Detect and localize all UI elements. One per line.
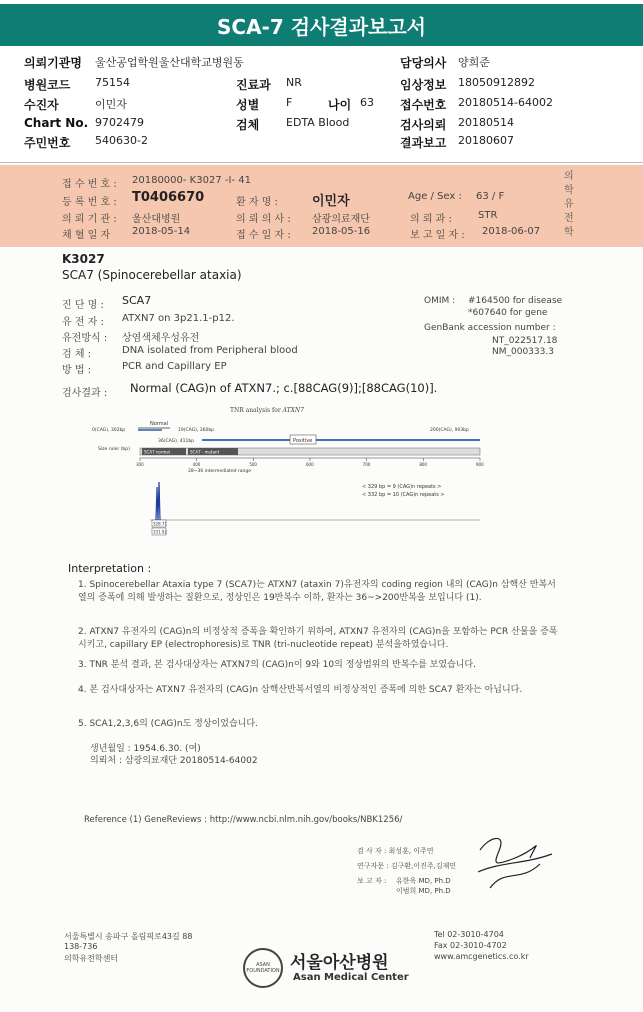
pt-no-label: 등 록 번 호 : xyxy=(62,197,117,208)
result-label: 검사결과 : xyxy=(62,388,108,399)
tick-label: 700 xyxy=(362,462,371,467)
reference: Reference (1) GeneReviews : http://www.ncbi.nlm.nih.gov/books/NBK1256/ xyxy=(84,815,403,825)
scan-inst-value: 울산대병원 xyxy=(132,214,181,225)
gene-label: 유 전 자 : xyxy=(62,317,104,328)
interp-5: 5. SCA1,2,3,6의 (CAG)n도 정상이었습니다. xyxy=(78,719,258,729)
method-value: PCR and Capillary EP xyxy=(122,361,227,372)
request-label: 검사의뢰 xyxy=(400,118,447,132)
reporter-label: 보 고 자 : xyxy=(357,877,387,885)
result-report-value: 20180607 xyxy=(458,134,514,147)
reg-value: 20180000- K3027 -I- 41 xyxy=(132,175,251,186)
inst-value: 울산공업학원울산대학교병원동 xyxy=(95,56,244,69)
marker-36: 36(CAG), 411bp xyxy=(158,439,195,444)
sex-value: F xyxy=(286,96,293,109)
scan-patient-value: 이민자 xyxy=(312,194,350,209)
hosp-code-label: 병원코드 xyxy=(24,78,71,92)
chart-title: TNR analysis for ATXN7 xyxy=(230,407,304,414)
agesex-label: Age / Sex : xyxy=(408,191,462,202)
interp-1: 1. Spinocerebellar Ataxia type 7 (SCA7)는 ATXN7 (ataxin 7)유전자의 coding region 내의 (CAG)n 삼핵산 반복서열의 증폭에 의해 발생하는 질환으로, 정상인은 19반복수 이하, 환자는 36~>200반복을 보입니다 (1). xyxy=(78,580,556,603)
gene-value: ATXN7 on 3p21.1-p12. xyxy=(122,313,235,324)
sca7-mutant-label: SCA7 - mutant xyxy=(190,449,220,455)
scan-dept-label: 의 뢰 과 : xyxy=(410,214,452,225)
marker-19: 19(CAG), 360bp xyxy=(178,428,215,433)
tester: 검 사 자 : 최성훈, 이주연 xyxy=(357,847,434,855)
dx-label: 진 단 명 : xyxy=(62,300,104,311)
intermediate-label: 28~36 intermediated range xyxy=(188,469,251,474)
interp-2: 2. ATXN7 유전자의 (CAG)n의 비정상적 증폭을 확인하기 위하여, ATXN7 유전자의 (CAG)n을 포함하는 PCR 산물을 증폭시키고, capillary EP (electrophoresis)로 TNR (tri-nucleotide repeat) 분석을하였습니다. xyxy=(78,627,558,650)
researcher: 연구자문 : 김구환,이진주,김재민 xyxy=(357,862,457,870)
side-char: 학 xyxy=(564,185,574,196)
tick-label: 500 xyxy=(249,462,257,467)
fax: Fax 02-3010-4702 xyxy=(434,941,507,950)
side-label xyxy=(564,170,576,240)
specimen-label: 검체 xyxy=(236,118,260,132)
side-char: 유 xyxy=(564,199,574,210)
tick-label: 400 xyxy=(192,462,201,467)
interp-3: 3. TNR 분석 결과, 본 검사대상자는 ATXN7의 (CAG)n이 9와 10의 정상범위의 반복수를 보였습니다. xyxy=(78,660,476,670)
side-char: 의 xyxy=(564,171,574,182)
addr-2: 138-736 xyxy=(64,942,98,951)
asan-logo-icon xyxy=(243,948,283,988)
report-title: SCA-7 검사결과보고서 xyxy=(0,4,643,46)
report-date-value: 2018-06-07 xyxy=(482,226,541,237)
dx-value: SCA7 xyxy=(122,294,152,307)
hosp-code-value: 75154 xyxy=(95,76,130,89)
inherit-label: 유전방식 : xyxy=(62,333,108,344)
inst-label: 의뢰기관명 xyxy=(24,56,82,70)
legend-9: < 329 bp = 9 (CAG)n repeats > xyxy=(362,484,442,490)
tick-label: 300 xyxy=(136,462,144,467)
age-label: 나이 xyxy=(328,98,352,112)
chart-no-label: Chart No. xyxy=(24,116,89,130)
report-date-label: 보 고 일 자 : xyxy=(410,230,465,241)
specimen2-label: 검 체 : xyxy=(62,349,92,360)
doctor-value: 양희준 xyxy=(458,56,490,69)
request-value: 20180514 xyxy=(458,116,514,129)
omim-disease: #164500 for disease xyxy=(468,296,563,306)
requester-label: 의 뢰 의 사 : xyxy=(236,214,291,225)
peak-label-1: 328.71 xyxy=(153,521,167,527)
signature xyxy=(470,828,560,898)
chart-normal-label: Normal xyxy=(150,421,169,427)
specimen2-value: DNA isolated from Peripheral blood xyxy=(122,345,298,356)
inherit-value: 상염색체우성유전 xyxy=(122,333,200,344)
patient-value: 이민자 xyxy=(95,98,127,111)
clinical-value: 18050912892 xyxy=(458,76,535,89)
reg-label: 접 수 번 호 : xyxy=(62,179,117,190)
receive-value: 2018-05-16 xyxy=(312,226,371,237)
scan-inst-label: 의 뢰 기 관 : xyxy=(62,214,117,225)
requester-value: 삼광의료재단 xyxy=(312,214,370,225)
legend-10: < 332 bp = 10 (CAG)n repeats > xyxy=(362,492,445,498)
clinical-label: 임상정보 xyxy=(400,78,447,92)
reporter-2: 이범희 MD, Ph.D xyxy=(396,887,451,895)
addr-1: 서울특별시 송파구 올림픽로43길 88 xyxy=(64,932,193,941)
rrn-label: 주민번호 xyxy=(24,136,71,150)
tick-group xyxy=(136,458,484,467)
addr-3: 의학유전학센터 xyxy=(64,954,119,963)
dept-value: NR xyxy=(286,76,302,89)
method-label: 방 법 : xyxy=(62,365,92,376)
omim-gene: *607640 for gene xyxy=(468,308,548,318)
req-line: 의뢰처 : 삼광의료재단 20180514-64002 xyxy=(90,756,258,766)
receive-label: 접 수 일 자 : xyxy=(236,230,291,241)
peak-label-2: 331.92 xyxy=(153,529,167,535)
genbank-2: NM_000333.3 xyxy=(492,347,554,357)
genbank-label: GenBank accession number : xyxy=(424,323,556,333)
collect-value: 2018-05-14 xyxy=(132,226,191,237)
size-ruler-label: Size ruler (bp) xyxy=(98,447,130,452)
result-report-label: 결과보고 xyxy=(400,136,447,150)
pt-no-value: T0406670 xyxy=(132,190,205,205)
reporter-1: 유한욱 MD, Ph.D xyxy=(396,877,451,885)
sca7-normal-label: SCA7 normal xyxy=(144,449,170,455)
scan-patient-label: 환 자 명 : xyxy=(236,197,278,208)
patient-label: 수진자 xyxy=(24,98,59,112)
result-value: Normal (CAG)n of ATXN7.; c.[88CAG(9)];[88CAG(10)]. xyxy=(130,381,438,395)
rrn-value: 540630-2 xyxy=(95,134,148,147)
header-divider xyxy=(0,162,643,163)
omim-label: OMIM : xyxy=(424,296,456,306)
website: www.amcgenetics.co.kr xyxy=(434,952,529,961)
tick-label: 900 xyxy=(476,462,484,467)
interp-4: 4. 본 검사대상자는 ATXN7 유전자의 (CAG)n 삼핵산반복서열의 비정상적인 증폭에 의한 SCA7 환자는 아닙니다. xyxy=(78,685,523,695)
header-info xyxy=(0,52,643,160)
tel: Tel 02-3010-4704 xyxy=(434,930,504,939)
logo-text: ASAN FOUNDATION xyxy=(246,962,280,974)
genbank-1: NT_022517.18 xyxy=(492,336,558,346)
chart-positive-label: Positive xyxy=(293,438,313,444)
receipt-value: 20180514-64002 xyxy=(458,96,553,109)
peak-trace xyxy=(156,482,160,520)
tick-label: 800 xyxy=(419,462,427,467)
marker-0: 0(CAG), 302bp xyxy=(92,428,126,433)
collect-label: 채 혈 일 자 xyxy=(62,230,111,241)
interp-title: Interpretation : xyxy=(68,562,152,575)
receipt-label: 접수번호 xyxy=(400,98,447,112)
age-value: 63 xyxy=(360,96,374,109)
specimen-value: EDTA Blood xyxy=(286,116,350,129)
dept-label: 진료과 xyxy=(236,78,271,92)
agesex-value: 63 / F xyxy=(476,191,505,202)
tick-label: 600 xyxy=(306,462,314,467)
test-code: K3027 xyxy=(62,252,105,266)
hospital-name: 서울아산병원 xyxy=(290,953,389,973)
side-char: 학 xyxy=(564,227,574,238)
doctor-label: 담당의사 xyxy=(400,56,447,70)
marker-200: 200(CAG), 903bp xyxy=(430,428,469,433)
hospital-name-en: Asan Medical Center xyxy=(293,972,409,983)
test-name: SCA7 (Spinocerebellar ataxia) xyxy=(62,268,242,282)
side-char: 전 xyxy=(564,213,574,224)
tnr-chart xyxy=(90,402,490,552)
dob-line: 생년월일 : 1954.6.30. (여) xyxy=(90,744,201,754)
chart-no-value: 9702479 xyxy=(95,116,144,129)
sex-label: 성별 xyxy=(236,98,260,112)
scan-dept-value: STR xyxy=(478,210,498,221)
